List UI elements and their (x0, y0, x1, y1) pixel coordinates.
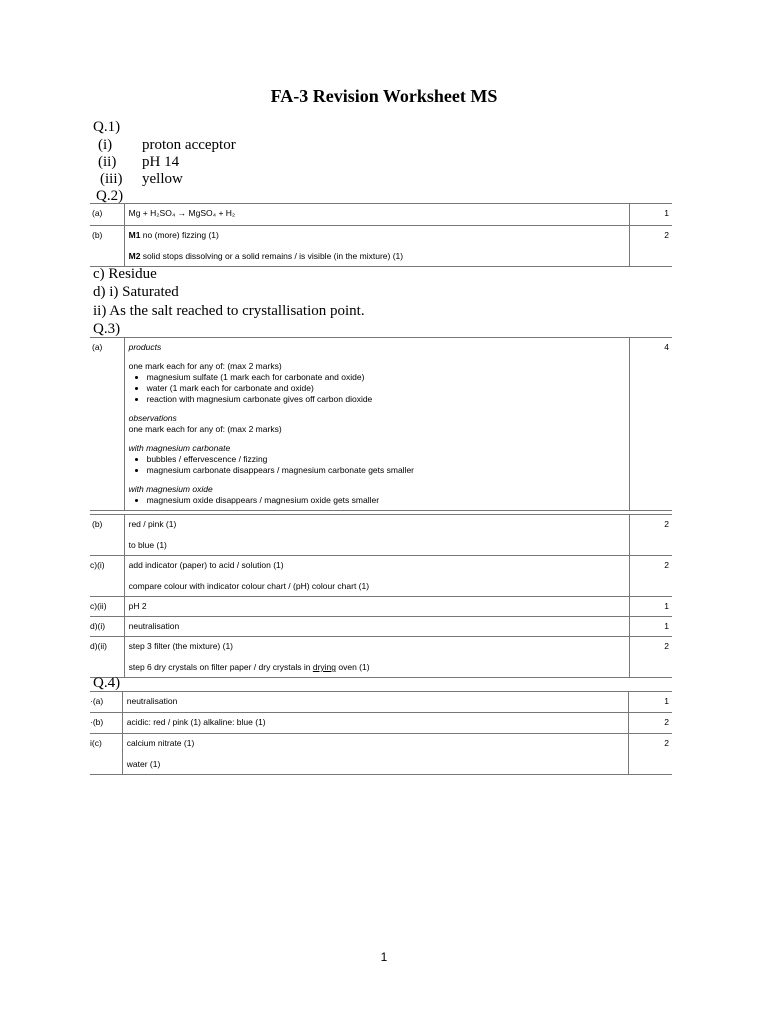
list-item: • bubbles / effervescence / fizzing (147, 454, 627, 465)
table-row (90, 204, 672, 226)
q1-item-answer: yellow (142, 171, 183, 187)
table-row (90, 597, 672, 617)
row-answer (124, 338, 629, 511)
row-answer: Mg + H₂SO₄ → MgSO₄ + H₂ (124, 204, 629, 226)
row-answer: neutralisation (124, 617, 629, 637)
list-item: • magnesium sulfate (1 mark each for carbonate and oxide) (147, 372, 627, 383)
answer-line: water (1) (126, 759, 161, 769)
table-row (90, 515, 672, 556)
row-answer (124, 637, 629, 678)
answer-text: step 6 dry crystals on filter paper / dry crystals in (128, 662, 313, 672)
q1-heading: Q.1) (93, 119, 121, 135)
answer-line: add indicator (paper) to acid / solution (1) (128, 560, 284, 570)
table-row (90, 556, 672, 597)
table-row (90, 692, 672, 713)
page-title: FA-3 Revision Worksheet MS (270, 86, 498, 106)
row-label: (a) (92, 208, 103, 218)
row-marks: 1 (629, 617, 672, 637)
q4-mark-scheme-table (90, 691, 672, 775)
q1-item-number: (i) (98, 137, 113, 153)
row-answer (124, 556, 629, 597)
table-row (90, 713, 672, 734)
carbonate-heading: with magnesium carbonate (128, 443, 231, 453)
q2-heading: Q.2) (96, 188, 124, 204)
row-marks: 1 (629, 692, 672, 713)
answer-line: step 3 filter (the mixture) (1) (128, 641, 233, 651)
row-answer: acidic: red / pink (1) alkaline: blue (1) (122, 713, 629, 734)
row-marks: 4 (629, 338, 672, 511)
list-item: • magnesium oxide disappears / magnesium oxide gets smaller (147, 495, 627, 506)
q2-d-ii-answer: ii) As the salt reached to crystallisation point. (93, 303, 365, 319)
row-answer (124, 226, 629, 267)
q4-heading: Q.4) (93, 675, 121, 691)
answer-line (129, 662, 627, 673)
m2-text: solid stops dissolving or a solid remains / is visible (in the mixture) (1) (140, 251, 404, 261)
answer-line: calcium nitrate (1) (126, 738, 195, 748)
row-label: (a) (92, 342, 103, 352)
oxide-heading: with magnesium oxide (128, 484, 213, 494)
row-marks: 1 (629, 597, 672, 617)
q2-d-i-answer: d) i) Saturated (93, 284, 179, 300)
row-answer (124, 515, 629, 556)
row-label: i(c) (90, 738, 102, 748)
page-number: 1 (380, 950, 388, 964)
row-label: (b) (92, 519, 103, 529)
q1-item-number: (ii) (98, 154, 117, 170)
row-answer: neutralisation (122, 692, 629, 713)
q1-item-answer: pH 14 (142, 154, 180, 170)
carbonate-list (129, 454, 627, 476)
row-marks: 2 (629, 734, 672, 775)
products-list (129, 372, 627, 405)
q2-c-answer: c) Residue (93, 266, 157, 282)
m1-tag: M1 (128, 230, 141, 240)
row-label: c)(i) (90, 560, 105, 570)
row-label: (b) (92, 230, 103, 240)
q3-b-d-mark-scheme-table (90, 514, 672, 678)
row-label: ·(a) (90, 696, 104, 706)
answer-text: oven (1) (336, 662, 370, 672)
m2-tag: M2 (128, 251, 141, 261)
table-row (90, 637, 672, 678)
row-marks: 2 (629, 556, 672, 597)
row-label: d)(ii) (90, 641, 107, 651)
q1-item-answer: proton acceptor (142, 137, 236, 153)
row-marks: 1 (629, 204, 672, 226)
products-heading: products (128, 342, 162, 352)
row-label: ·(b) (90, 717, 104, 727)
products-intro: one mark each for any of: (max 2 marks) (128, 361, 282, 371)
answer-line: to blue (1) (128, 540, 167, 550)
m1-text: no (more) fizzing (1) (140, 230, 219, 240)
observations-heading: observations (128, 413, 177, 423)
table-row (90, 617, 672, 637)
q3-a-mark-scheme-table (90, 337, 672, 511)
row-marks: 2 (629, 226, 672, 267)
underlined-word: drying (312, 662, 336, 672)
answer-line: red / pink (1) (128, 519, 177, 529)
row-label: d)(i) (90, 621, 106, 631)
table-row (90, 734, 672, 775)
row-answer: pH 2 (124, 597, 629, 617)
table-row (90, 338, 672, 511)
list-item: • reaction with magnesium carbonate gives off carbon dioxide (147, 394, 627, 405)
observations-intro: one mark each for any of: (max 2 marks) (128, 424, 282, 434)
oxide-list (129, 495, 627, 506)
q1-item-number: (iii) (100, 171, 123, 187)
answer-line: compare colour with indicator colour chart / (pH) colour chart (1) (128, 581, 370, 591)
list-item: • magnesium carbonate disappears / magnesium carbonate gets smaller (147, 465, 627, 476)
q2-mark-scheme-table (90, 203, 672, 267)
row-label: c)(ii) (90, 601, 107, 611)
row-marks: 2 (629, 637, 672, 678)
q3-heading: Q.3) (93, 321, 121, 337)
table-row (90, 226, 672, 267)
list-item: • water (1 mark each for carbonate and oxide) (147, 383, 627, 394)
row-marks: 2 (629, 515, 672, 556)
row-answer (122, 734, 629, 775)
row-marks: 2 (629, 713, 672, 734)
